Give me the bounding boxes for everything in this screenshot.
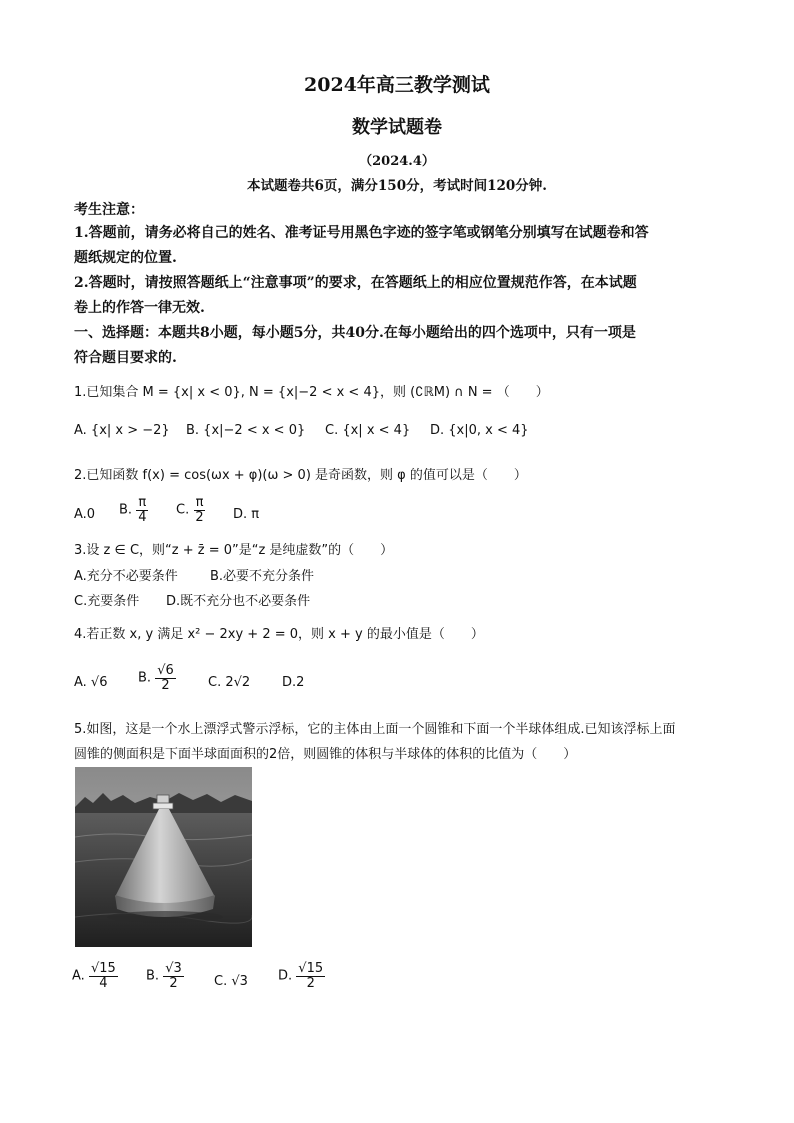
paper-subtitle: 数学试题卷: [352, 117, 442, 138]
q2-option-b-label: B.: [119, 502, 133, 518]
exam-title: 2024年高三教学测试: [304, 74, 490, 96]
q1-option-a: A. {x| x > −2}: [74, 423, 170, 438]
q4-stem: 4.若正数 x, y 满足 x² − 2xy + 2 = 0，则 x + y 的最小值是（ ）: [74, 627, 484, 642]
q5-option-d: [278, 962, 325, 990]
fraction-denominator: 4: [99, 975, 108, 991]
q2-option-a: A.0: [74, 507, 96, 522]
q5-option-c: C. √3: [214, 974, 248, 989]
q2-option-b: [119, 496, 148, 524]
q3-stem: 3.设 z ∈ C，则“z + z̄ = 0”是“z 是纯虚数”的（ ）: [74, 543, 394, 558]
fraction-denominator: 4: [138, 509, 147, 525]
notice-item2-line1: 2.答题时，请按照答题纸上“注意事项”的要求，在答题纸上的相应位置规范作答，在本试题: [74, 275, 637, 291]
notice-heading: 考生注意：: [74, 202, 144, 218]
buoy-photo: [75, 767, 252, 947]
q1-stem: 1.已知集合 M = {x| x < 0}, N = {x|−2 < x < 4}，则 (∁ℝM) ∩ N = （ ）: [74, 385, 549, 400]
q2-option-d: D. π: [233, 507, 260, 522]
q2-stem: 2.已知函数 f(x) = cos(ωx + φ)(ω > 0) 是奇函数，则 φ 的值可以是（ ）: [74, 468, 527, 483]
q5-option-b-label: B.: [146, 968, 160, 984]
notice-item2-line2: 卷上的作答一律无效.: [74, 300, 205, 316]
fraction-numerator: π: [195, 495, 204, 510]
q1-option-d: D. {x|0, x < 4}: [430, 423, 529, 438]
q5-line1: 5.如图，这是一个水上漂浮式警示浮标，它的主体由上面一个圆锥和下面一个半球体组成.已知该浮标上面: [74, 722, 676, 737]
q1-option-b: B. {x|−2 < x < 0}: [186, 423, 306, 438]
fraction-numerator: π: [138, 495, 147, 510]
exam-date: （2024.4）: [359, 154, 435, 169]
fraction-numerator: √15: [298, 961, 324, 976]
q4-option-b-fraction: [155, 664, 176, 692]
q5-option-d-fraction: [296, 962, 325, 990]
q4-option-b-label: B.: [138, 670, 152, 686]
q4-option-a: A. √6: [74, 675, 108, 690]
q5-option-b: [146, 962, 184, 990]
q5-option-b-fraction: [163, 962, 184, 990]
q4-option-c: C. 2√2: [208, 675, 251, 690]
notice-item1-line2: 题纸规定的位置.: [74, 250, 177, 266]
q5-option-a: [72, 962, 118, 990]
fraction-denominator: 2: [306, 975, 315, 991]
q2-option-c-label: C.: [176, 502, 190, 518]
q2-option-c: [176, 496, 206, 524]
fraction-denominator: 2: [169, 975, 178, 991]
fraction-numerator: √3: [165, 961, 182, 976]
q4-option-d: D.2: [282, 675, 305, 690]
notice-item1-line1: 1.答题前，请务必将自己的姓名、准考证号用黑色字迹的签字笔或钢笔分别填写在试题卷和答: [74, 225, 649, 241]
q5-line2: 圆锥的侧面积是下面半球面面积的2倍，则圆锥的体积与半球体的体积的比值为（ ）: [74, 747, 577, 762]
q1-option-c: C. {x| x < 4}: [325, 423, 411, 438]
q2-option-b-fraction: [136, 496, 148, 524]
q2-option-c-fraction: [193, 496, 205, 524]
fraction-numerator: √6: [157, 663, 174, 678]
fraction-denominator: 2: [195, 509, 204, 525]
q5-option-a-fraction: [89, 962, 118, 990]
fraction-denominator: 2: [161, 677, 170, 693]
q3-option-b: B.必要不充分条件: [210, 569, 315, 584]
q4-option-b: [138, 664, 176, 692]
q3-option-a: A.充分不必要条件: [74, 569, 178, 584]
fraction-numerator: √15: [90, 961, 116, 976]
q5-option-a-label: A.: [72, 968, 85, 984]
exam-info: 本试题卷共6页，满分150分，考试时间120分钟.: [247, 178, 547, 194]
q5-option-d-label: D.: [278, 968, 293, 984]
buoy-image: [75, 767, 252, 947]
q3-option-d: D.既不充分也不必要条件: [166, 594, 311, 609]
section1-line2: 符合题目要求的.: [74, 350, 177, 366]
section1-line1: 一、选择题：本题共8小题，每小题5分，共40分.在每小题给出的四个选项中，只有一项是: [74, 325, 636, 341]
q3-option-c: C.充要条件: [74, 594, 140, 609]
